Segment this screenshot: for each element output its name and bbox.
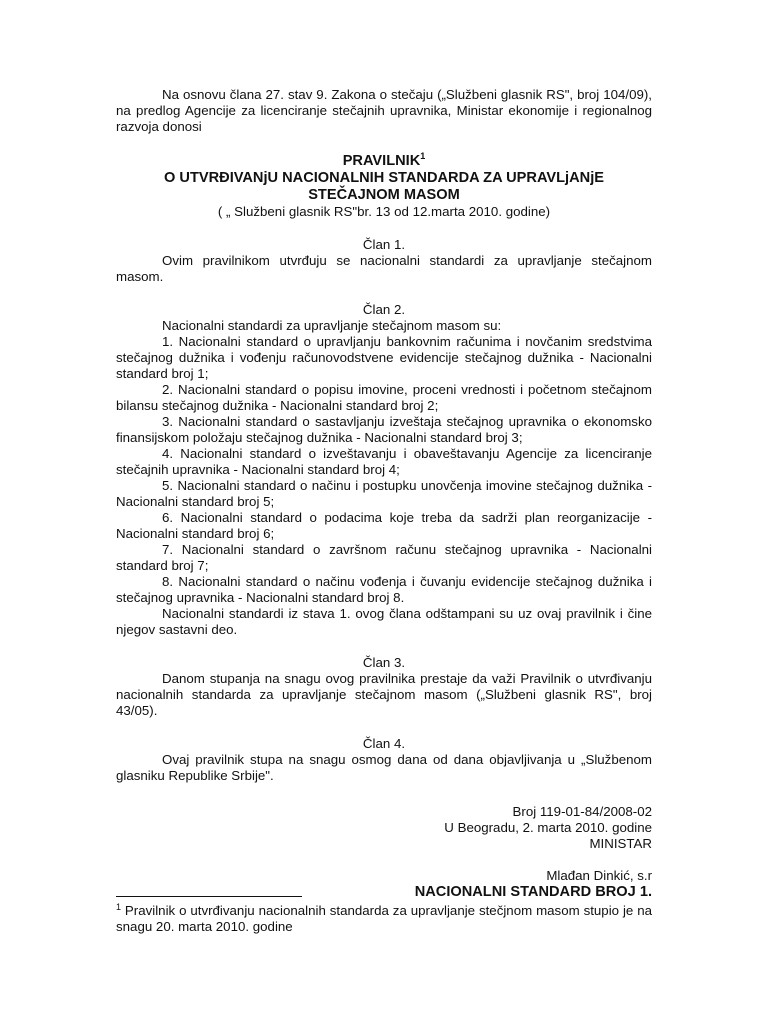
place-date: U Beogradu, 2. marta 2010. godine	[444, 820, 652, 835]
standards-list	[116, 334, 652, 606]
list-item: 4. Nacionalni standard o izveštavanju i obaveštavanju Agencije za licenciranje stečajnih upravnika - Nacionalni standard broj 4;	[116, 446, 652, 477]
signatory-name: Mlađan Dinkić, s.r	[546, 868, 652, 883]
title-line-2: O UTVRĐIVANjU NACIONALNIH STANDARDA ZA UPRAVLjANjE STEČAJNOM MASOM	[164, 170, 604, 203]
next-section-heading: NACIONALNI STANDARD BROJ 1.	[414, 884, 652, 900]
list-item: 8. Nacionalni standard o načinu vođenja i čuvanju evidencije stečajnog dužnika i stečajnog upravnika - Nacionalni standard broj 8.	[116, 574, 652, 605]
clan-2-heading: Član 2.	[362, 302, 406, 317]
clan-1-text: Ovim pravilnikom utvrđuju se nacionalni standardi za upravljanje stečajnom masom.	[116, 253, 652, 284]
list-item: 2. Nacionalni standard o popisu imovine, proceni vrednosti i početnom stečajnom bilansu stečajnog dužnika - Nacionalni standard broj 2;	[116, 382, 652, 413]
list-item: 5. Nacionalni standard o načinu i postupku unovčenja imovine stečajnog dužnika - Nacionalni standard broj 5;	[116, 478, 652, 509]
document-number: Broj 119-01-84/2008-02	[512, 804, 652, 819]
clan-2-closing: Nacionalni standardi iz stava 1. ovog člana odštampani su uz ovaj pravilnik i čine njegov sastavni deo.	[116, 606, 652, 637]
gazette-reference: ( „ Službeni glasnik RS"br. 13 od 12.marta 2010. godine)	[217, 204, 551, 219]
footnote	[116, 903, 652, 935]
document-body	[116, 87, 652, 901]
clan-3-text: Danom stupanja na snagu ovog pravilnika prestaje da važi Pravilnik o utvrđivanju nacionalnih standarda za upravljanje stečajnom masom („Službeni glasnik RS", broj 43/05).	[116, 671, 652, 718]
clan-4-heading: Član 4.	[362, 736, 406, 751]
list-item: 7. Nacionalni standard o završnom računu stečajnog upravnika - Nacionalni standard broj 7;	[116, 542, 652, 573]
list-item: 1. Nacionalni standard o upravljanju bankovnim računima i novčanim sredstvima stečajnog dužnika i vođenju računovodstvene evidencije stečajnog dužnika - Nacionalni standard broj 1;	[116, 334, 652, 381]
list-item: 6. Nacionalni standard o podacima koje treba da sadrži plan reorganizacije - Nacionalni standard broj 6;	[116, 510, 652, 541]
intro-paragraph: Na osnovu člana 27. stav 9. Zakona o stečaju („Službeni glasnik RS", broj 104/09), na predlog Agencije za licenciranje stečajnih upravnika, Ministar ekonomije i regionalnog razvoja donosi	[116, 87, 652, 134]
footnote-mark: 1	[116, 902, 122, 912]
signatory-office: MINISTAR	[589, 836, 652, 851]
clan-2-lead: Nacionalni standardi za upravljanje stečajnom masom su:	[162, 318, 502, 333]
document-title	[116, 153, 652, 220]
signature-block	[116, 804, 652, 884]
title-line-1: PRAVILNIK	[342, 153, 421, 169]
title-footnote-mark: 1	[420, 151, 426, 161]
clan-3-heading: Član 3.	[362, 655, 406, 670]
clan-4-text: Ovaj pravilnik stupa na snagu osmog dana od dana objavljivanja u „Službenom glasniku Republike Srbije".	[116, 752, 652, 783]
footnote-text: Pravilnik o utvrđivanju nacionalnih standarda za upravljanje stečjnom masom stupio je na snagu 20. marta 2010. godine	[116, 903, 652, 934]
list-item: 3. Nacionalni standard o sastavljanju izveštaja stečajnog upravnika o ekonomsko finansijskom položaju stečajnog dužnika - Nacionalni standard broj 3;	[116, 414, 652, 445]
footnote-separator	[116, 896, 302, 897]
clan-1-heading: Član 1.	[362, 237, 406, 252]
